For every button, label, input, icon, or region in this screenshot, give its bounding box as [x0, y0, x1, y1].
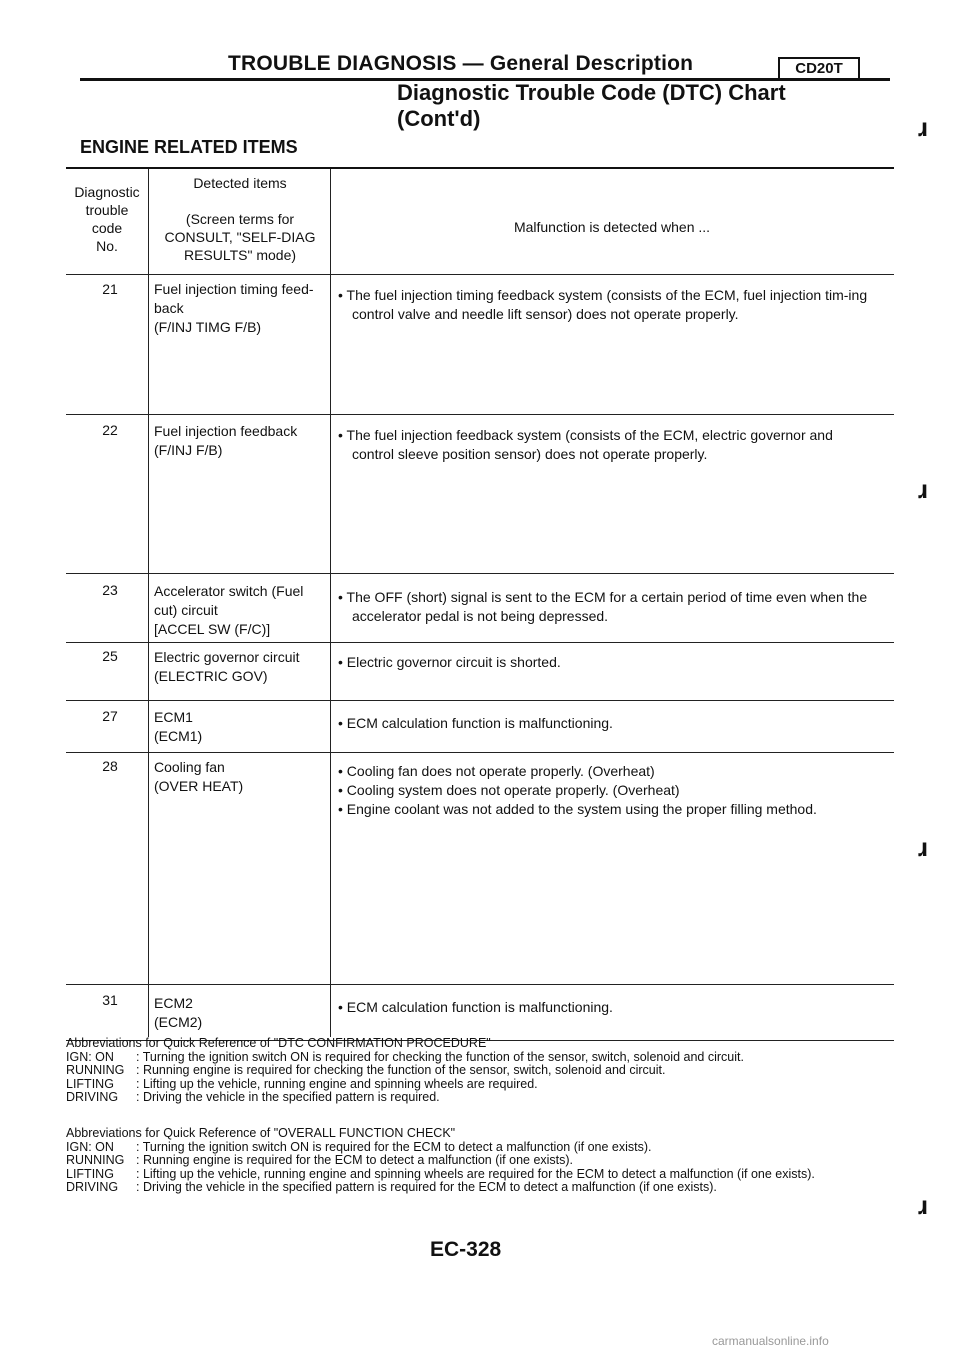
revision-mark-icon: ɹ — [918, 112, 929, 142]
dtc-code: 31 — [102, 992, 118, 1008]
detected-item: Fuel injection timing feed- back (F/INJ TIMG F/B) — [154, 281, 314, 335]
row-divider — [66, 573, 894, 574]
abbreviations-dtc: Abbreviations for Quick Reference of "DTC CONFIRMATION PROCEDURE" IGN: ON : Turning the ignition switch ON is required for checking the function of the sensor, switch, solenoid and circuit. RUNNING : Running engine is required for checking the function of the sensor, switch, solenoid and circuit. LIFTING : Lifting up the vehicle, running engine and spinning wheels are required. DRIVING : Driving the vehicle in the specified pattern is required. — [66, 1037, 894, 1105]
malfunction-description: • The fuel injection timing feedback system (consists of the ECM, fuel injection tim-ing control valve and needle lift sensor) does not operate properly. — [338, 286, 894, 324]
abbreviation-entry: IGN: ON : Turning the ignition switch ON is required for checking the function of the sensor, switch, solenoid and circuit. — [66, 1049, 744, 1064]
row-divider — [66, 752, 894, 753]
malfunction-description: • ECM calculation function is malfunctioning. — [338, 998, 878, 1017]
engine-code-badge: CD20T — [778, 57, 860, 81]
revision-mark-icon: ɹ — [918, 1190, 929, 1220]
abbreviation-entry: IGN: ON : Turning the ignition switch ON is required for the ECM to detect a malfunction (if one exists). — [66, 1139, 652, 1154]
watermark-footer: carmanualsonline.info — [712, 1334, 829, 1348]
row-divider — [66, 642, 894, 643]
abbreviations-overall: Abbreviations for Quick Reference of "OVERALL FUNCTION CHECK" IGN: ON : Turning the ignition switch ON is required for the ECM to detect a malfunction (if one exists). RUNNING : Running engine is required for the ECM to detect a malfunction (if one exists). LIFTING : Lifting up the vehicle, running engine and spinning wheels are required for the ECM to detect a malfunction (if one exists). DRIVING : Driving the vehicle in the specified pattern is required for the ECM to detect a malfunction (if one exists). — [66, 1127, 866, 1195]
revision-mark-icon: ɹ — [918, 474, 929, 504]
section-rule — [66, 167, 894, 169]
header-detected-items: Detected items (Screen terms for CONSULT, "SELF-DIAG RESULTS" mode) — [164, 175, 316, 263]
abbreviation-entry: DRIVING : Driving the vehicle in the specified pattern is required. — [66, 1090, 440, 1104]
detected-item: Electric governor circuit (ELECTRIC GOV) — [154, 649, 300, 684]
table-col-divider-1 — [148, 169, 149, 1037]
malfunction-description: • ECM calculation function is malfunctioning. — [338, 714, 878, 733]
abbreviation-entry: LIFTING : Lifting up the vehicle, running engine and spinning wheels are required. — [66, 1076, 538, 1091]
dtc-code: 27 — [102, 708, 118, 724]
dtc-code: 25 — [102, 648, 118, 664]
row-divider — [66, 414, 894, 415]
malfunction-description: • The fuel injection feedback system (consists of the ECM, electric governor and control sleeve position sensor) does not operate properly. — [338, 426, 878, 464]
header-malfunction: Malfunction is detected when ... — [513, 219, 711, 235]
abbreviation-entry: LIFTING : Lifting up the vehicle, running engine and spinning wheels are required for the ECM to detect a malfunction (if one exists). — [66, 1166, 815, 1181]
detected-item: ECM2 (ECM2) — [154, 995, 203, 1030]
row-divider — [66, 700, 894, 701]
section-title: ENGINE RELATED ITEMS — [80, 137, 298, 157]
dtc-code: 23 — [102, 582, 118, 598]
detected-item: Cooling fan (OVER HEAT) — [154, 759, 244, 794]
dtc-code: 28 — [102, 758, 118, 774]
malfunction-description: • Cooling fan does not operate properly. (Overheat) • Cooling system does not operate properly. (Overheat) • Engine coolant was not added to the system using the proper filling method. — [338, 762, 894, 819]
detected-item: Fuel injection feedback (F/INJ F/B) — [154, 423, 298, 458]
abbreviation-entry: DRIVING : Driving the vehicle in the specified pattern is required for the ECM to detect a malfunction (if one exists). — [66, 1180, 717, 1194]
header-code: Diagnostic trouble code No. — [74, 184, 140, 254]
abbreviation-entry: RUNNING : Running engine is required for the ECM to detect a malfunction (if one exists). — [66, 1153, 574, 1167]
detected-item: ECM1 (ECM1) — [154, 709, 203, 744]
chart-title-cont: (Cont'd) — [397, 106, 481, 131]
page-header-title: TROUBLE DIAGNOSIS — General Description — [228, 52, 694, 75]
revision-mark-icon: ɹ — [918, 832, 929, 862]
malfunction-description: • The OFF (short) signal is sent to the ECM for a certain period of time even when the accelerator pedal is not being depressed. — [338, 588, 883, 626]
dtc-code: 22 — [102, 422, 118, 438]
malfunction-description: • Electric governor circuit is shorted. — [338, 653, 878, 672]
page-number: EC-328 — [430, 1238, 502, 1261]
abbreviation-entry: RUNNING : Running engine is required for checking the function of the sensor, switch, solenoid and circuit. — [66, 1063, 666, 1077]
header-rule-bottom — [66, 274, 894, 275]
table-col-divider-2 — [330, 169, 331, 1037]
row-divider — [66, 984, 894, 985]
detected-item: Accelerator switch (Fuel cut) circuit [ACCEL SW (F/C)] — [154, 583, 304, 637]
dtc-code: 21 — [102, 281, 118, 297]
chart-title: Diagnostic Trouble Code (DTC) Chart — [397, 80, 786, 105]
